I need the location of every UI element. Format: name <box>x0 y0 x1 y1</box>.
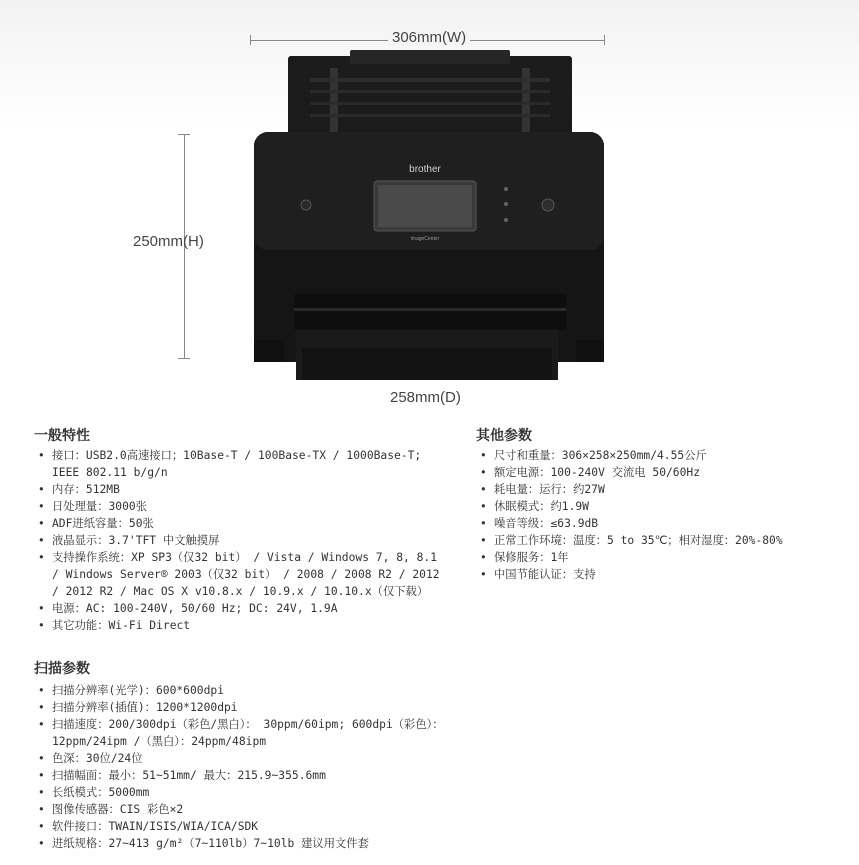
spec-text: 尺寸和重量：306×258×250mm/4.55公斤 <box>494 449 707 462</box>
spec-text: 液晶显示：3.7'TFT 中文触摸屏 <box>52 534 220 547</box>
height-label: 250mm(H) <box>133 233 204 250</box>
spec-text: 扫描幅面：最小：51~51mm/ 最大：215.9~355.6mm <box>52 769 326 782</box>
spec-text: 扫描分辨率(插值)：1200*1200dpi <box>52 701 238 714</box>
spec-text: 额定电源：100-240V 交流电 50/60Hz <box>494 466 700 479</box>
spec-text: ADF进纸容量：50张 <box>52 517 154 530</box>
list-item <box>476 498 851 515</box>
list-item <box>476 549 851 566</box>
list-item <box>476 532 851 549</box>
list-item <box>34 801 444 818</box>
list-item <box>476 464 851 481</box>
spec-text: 耗电量：运行：约27W <box>494 483 605 496</box>
general-section-title: 一般特性 <box>34 428 90 444</box>
width-tick-left <box>250 35 251 45</box>
spec-text: 色深：30位/24位 <box>52 752 143 765</box>
spec-text: 长纸模式：5000mm <box>52 786 150 799</box>
list-item <box>34 716 444 750</box>
width-tick-right <box>604 35 605 45</box>
list-item <box>34 682 444 699</box>
spec-text: 日处理量：3000张 <box>52 500 147 513</box>
height-tick-top <box>178 134 190 135</box>
scan-section-title: 扫描参数 <box>34 661 90 677</box>
spec-text: 中国节能认证：支持 <box>494 568 596 581</box>
list-item <box>34 767 444 784</box>
list-item <box>476 515 851 532</box>
spec-text: 其它功能：Wi-Fi Direct <box>52 619 191 632</box>
spec-text: 内存：512MB <box>52 483 120 496</box>
list-item <box>34 549 447 600</box>
spec-text: 电源：AC: 100-240V, 50/60 Hz; DC: 24V, 1.9A <box>52 602 338 615</box>
general-spec-list <box>34 447 447 634</box>
list-item <box>34 481 444 498</box>
list-item <box>34 600 444 617</box>
list-item <box>476 481 851 498</box>
spec-text: 休眠模式：约1.9W <box>494 500 589 513</box>
depth-label: 258mm(D) <box>390 389 461 406</box>
list-item <box>34 835 444 852</box>
scanner-model-line: imageCenter <box>410 236 440 242</box>
spec-text: 扫描速度：200/300dpi（彩色/黑白）： 30ppm/60ipm; 600dpi（彩色）：12ppm/24ipm /（黑白）：24ppm/48ipm <box>52 718 444 748</box>
list-item <box>34 699 444 716</box>
list-item <box>34 617 444 634</box>
list-item <box>34 818 444 835</box>
scan-spec-list <box>34 682 444 852</box>
list-item <box>476 566 851 583</box>
list-item <box>34 750 444 767</box>
other-section-title: 其他参数 <box>476 428 532 444</box>
spec-text: 图像传感器：CIS 彩色×2 <box>52 803 184 816</box>
spec-text: 保修服务：1年 <box>494 551 569 564</box>
height-tick-bottom <box>178 358 190 359</box>
list-item <box>34 447 444 481</box>
spec-text: 扫描分辨率(光学)：600*600dpi <box>52 684 224 697</box>
spec-text: 支持操作系统：XP SP3（仅32 bit） / Vista / Windows 7, 8, 8.1 / Windows Server® 2003（仅32 bit） / 2008 / 2008 R2 / 2012 / 2012 R2 / Mac OS X v10.8.x / 10.9.x / 10.10.x（仅下载） <box>52 551 447 598</box>
scanner-brand: brother <box>409 164 441 175</box>
list-item <box>34 532 444 549</box>
spec-text: 噪音等级：≤63.9dB <box>494 517 599 530</box>
list-item <box>476 447 851 464</box>
list-item <box>34 784 444 801</box>
spec-text: 正常工作环境：温度：5 to 35℃；相对湿度：20%-80% <box>494 534 783 547</box>
list-item <box>34 498 444 515</box>
spec-text: 进纸规格：27~413 g/m²（7~110lb）7~10lb 建议用文件套 <box>52 837 369 850</box>
spec-text: 软件接口：TWAIN/ISIS/WIA/ICA/SDK <box>52 820 259 833</box>
list-item <box>34 515 444 532</box>
spec-text: 接口：USB2.0高速接口；10Base-T / 100Base-TX / 1000Base-T; IEEE 802.11 b/g/n <box>52 449 429 479</box>
scanner-illustration <box>250 50 610 385</box>
width-label: 306mm(W) <box>388 29 470 46</box>
other-spec-list <box>476 447 851 583</box>
